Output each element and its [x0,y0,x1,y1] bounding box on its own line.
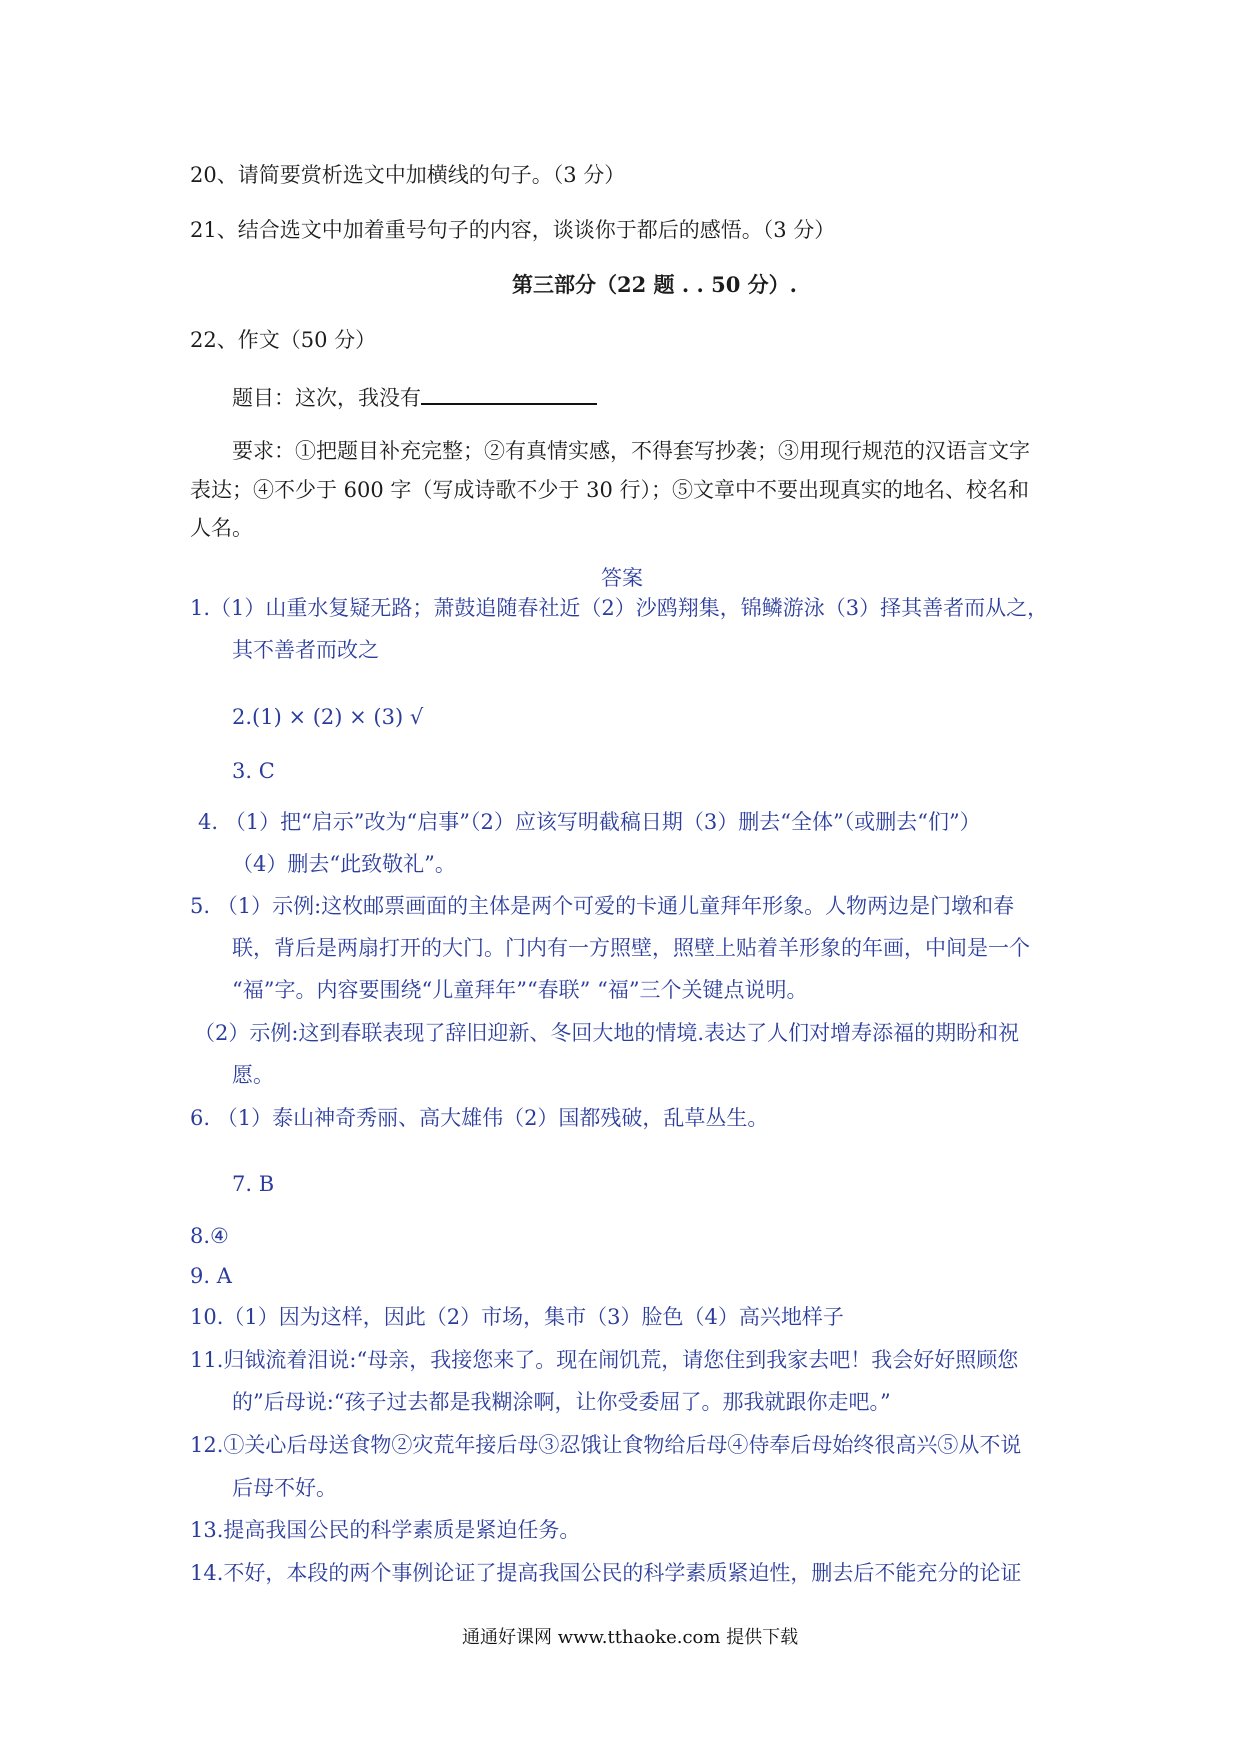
essay-topic [232,381,597,412]
answer-6: 6. （1）泰山神奇秀丽、高大雄伟（2）国都残破，乱草丛生。 [190,1106,769,1130]
page-footer: 通通好课网 www.tthaoke.com 提供下载 [462,1627,799,1648]
essay-topic-text: 题目：这次，我没有 [232,386,421,410]
answers-title: 答案 [601,566,643,590]
answer-4-line-1: 4. （1）把“启示”改为“启事”（2）应该写明截稿日期（3）删去“全体”（或删去“们”） [198,810,981,834]
answer-2: 2.(1) × (2) × (3) √ [232,705,424,729]
answer-5-line-3: “福”字。内容要围绕“儿童拜年”“春联” “福”三个关键点说明。 [232,978,808,1002]
answer-5-line-5: 愿。 [232,1063,274,1087]
answer-9: 9. A [190,1264,232,1288]
answer-12-line-1: 12.①关心后母送食物②灾荒年接后母③忍饿让食物给后母④侍奉后母始终很高兴⑤从不说 [190,1433,1022,1457]
answer-7: 7. B [232,1172,275,1196]
answer-3: 3. C [232,759,275,783]
essay-requirements-line-1: 要求：①把题目补充完整；②有真情实感，不得套写抄袭；③用现行规范的汉语言文字 [232,439,1030,463]
essay-requirements-line-3: 人名。 [190,516,253,540]
answer-11-line-2: 的”后母说:“孩子过去都是我糊涂啊，让你受委屈了。那我就跟你走吧。” [232,1390,891,1414]
essay-requirements-line-2: 表达；④不少于 600 字（写成诗歌不少于 30 行）；⑤文章中不要出现真实的地名、校名和 [190,478,1030,502]
answer-5-line-4: （2）示例:这到春联表现了辞旧迎新、冬回大地的情境.表达了人们对增寿添福的期盼和祝 [194,1021,1020,1045]
question-20: 20、请简要赏析选文中加横线的句子。（3 分） [190,163,626,187]
answer-1-line-1: 1.（1）山重水复疑无路；萧鼓追随春社近（2）沙鸥翔集，锦鳞游泳（3）择其善者而从之， [190,596,1049,620]
answer-5-line-2: 联，背后是两扇打开的大门。门内有一方照壁，照壁上贴着羊形象的年画，中间是一个 [232,936,1030,960]
question-21: 21、结合选文中加着重号句子的内容，谈谈你于都后的感悟。（3 分） [190,218,836,242]
answer-11-line-1: 11.归钺流着泪说:“母亲，我接您来了。现在闹饥荒，请您住到我家去吧！我会好好照顾您 [190,1348,1019,1372]
question-22: 22、作文（50 分） [190,328,377,352]
answer-13: 13.提高我国公民的科学素质是紧迫任务。 [190,1518,581,1542]
topic-blank-line [421,381,597,405]
answer-8: 8.④ [190,1224,229,1248]
answer-14: 14.不好，本段的两个事例论证了提高我国公民的科学素质紧迫性，删去后不能充分的论证 [190,1561,1022,1585]
answer-5-line-1: 5. （1）示例:这枚邮票画面的主体是两个可爱的卡通儿童拜年形象。人物两边是门墩和春 [190,894,1015,918]
answer-12-line-2: 后母不好。 [232,1476,337,1500]
answer-4-line-2: （4）删去“此致敬礼”。 [232,852,456,876]
answer-10: 10.（1）因为这样，因此（2）市场，集市（3）脸色（4）高兴地样子 [190,1305,844,1329]
answer-1-line-2: 其不善者而改之 [232,638,379,662]
part-three-heading: 第三部分（22 题 . . 50 分）. [512,272,797,297]
